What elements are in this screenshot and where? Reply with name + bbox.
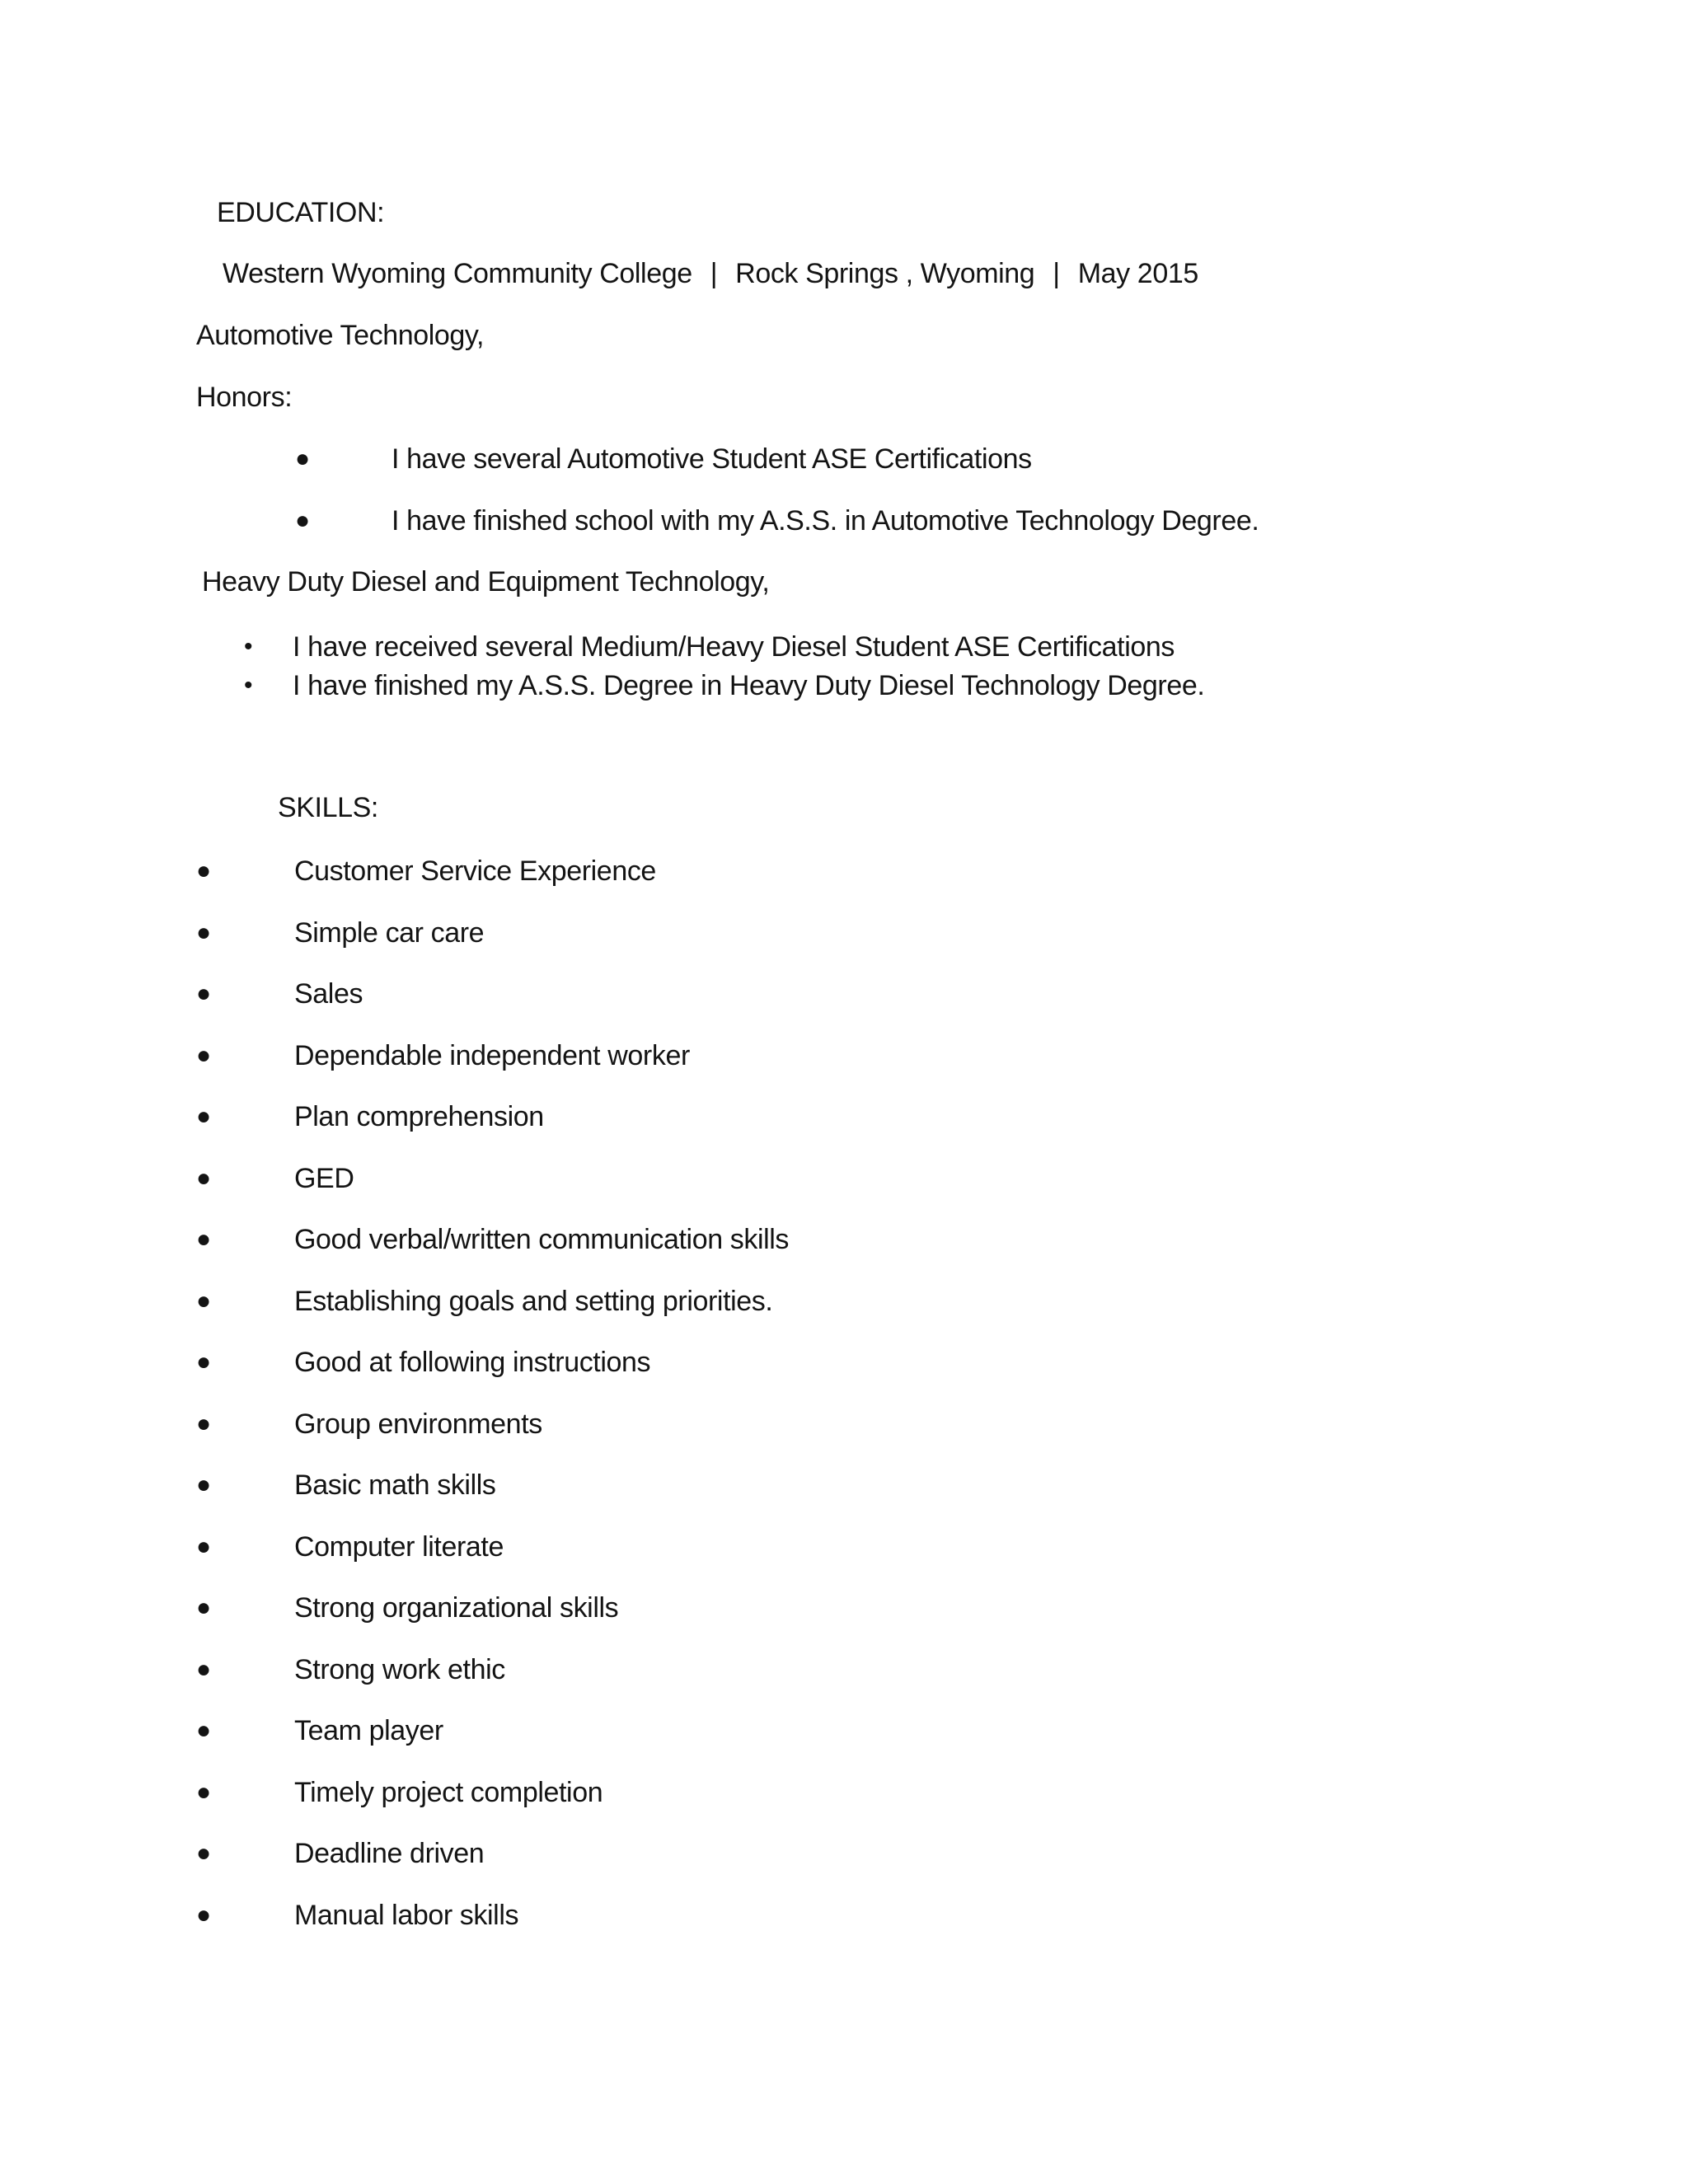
- education-heading: EDUCATION:: [217, 197, 385, 228]
- program-diesel-title: Heavy Duty Diesel and Equipment Technology,: [202, 566, 770, 598]
- bullet-icon: ●: [196, 919, 212, 946]
- bullet-icon: ●: [196, 1471, 212, 1498]
- skill-item-text: Simple car care: [294, 917, 485, 949]
- bullet-icon: ●: [196, 1287, 212, 1315]
- skill-item-text: GED: [294, 1163, 354, 1194]
- skill-item-text: Strong organizational skills: [294, 1592, 619, 1624]
- bullet-icon: ●: [196, 1410, 212, 1437]
- skill-item-text: Customer Service Experience: [294, 855, 656, 887]
- bullet-icon: ●: [196, 1103, 212, 1130]
- skill-item-text: Good at following instructions: [294, 1347, 651, 1378]
- skill-item-text: Timely project completion: [294, 1777, 603, 1808]
- skill-item-text: Strong work ethic: [294, 1654, 505, 1685]
- skill-item-text: Deadline driven: [294, 1838, 485, 1869]
- bullet-icon: ●: [196, 1656, 212, 1683]
- skill-item-text: Establishing goals and setting priorities.: [294, 1286, 773, 1317]
- skills-heading: SKILLS:: [278, 792, 378, 823]
- bullet-icon: ●: [196, 857, 212, 884]
- school-location: Rock Springs , Wyoming: [735, 258, 1035, 289]
- bullet-icon: ●: [196, 980, 212, 1007]
- bullet-icon: ●: [196, 1226, 212, 1253]
- skill-item-text: Dependable independent worker: [294, 1040, 690, 1071]
- honors-item-text: I have finished school with my A.S.S. in Automotive Technology Degree.: [392, 505, 1259, 537]
- skill-item-text: Team player: [294, 1715, 443, 1746]
- skill-item-text: Manual labor skills: [294, 1900, 519, 1931]
- bullet-icon: ●: [196, 1594, 212, 1621]
- bullet-icon: •: [244, 633, 253, 660]
- skill-item-text: Basic math skills: [294, 1469, 496, 1501]
- skill-item-text: Computer literate: [294, 1531, 504, 1563]
- school-date: May 2015: [1077, 258, 1198, 289]
- honors-item-text: I have several Automotive Student ASE Certifications: [392, 443, 1032, 475]
- honors-label: Honors:: [196, 382, 293, 413]
- bullet-icon: ●: [196, 1165, 212, 1192]
- bullet-icon: ●: [196, 1840, 212, 1867]
- skill-item-text: Group environments: [294, 1408, 542, 1440]
- school-separator-1: |: [710, 258, 718, 289]
- bullet-icon: ●: [295, 507, 311, 534]
- bullet-icon: ●: [196, 1901, 212, 1929]
- bullet-icon: ●: [196, 1717, 212, 1744]
- diesel-item-text: I have received several Medium/Heavy Diesel Student ASE Certifications: [293, 631, 1175, 663]
- bullet-icon: ●: [196, 1779, 212, 1806]
- school-separator-2: |: [1053, 258, 1060, 289]
- skill-item-text: Plan comprehension: [294, 1101, 544, 1132]
- skill-item-text: Sales: [294, 978, 363, 1010]
- school-line: [223, 255, 1198, 292]
- bullet-icon: ●: [295, 445, 311, 472]
- diesel-item-text: I have finished my A.S.S. Degree in Heavy Duty Diesel Technology Degree.: [293, 670, 1205, 701]
- bullet-icon: ●: [196, 1042, 212, 1069]
- school-name: Western Wyoming Community College: [223, 258, 692, 289]
- bullet-icon: ●: [196, 1533, 212, 1560]
- program-automotive-title: Automotive Technology,: [196, 320, 485, 351]
- bullet-icon: •: [244, 672, 253, 699]
- skill-item-text: Good verbal/written communication skills: [294, 1224, 790, 1255]
- bullet-icon: ●: [196, 1348, 212, 1376]
